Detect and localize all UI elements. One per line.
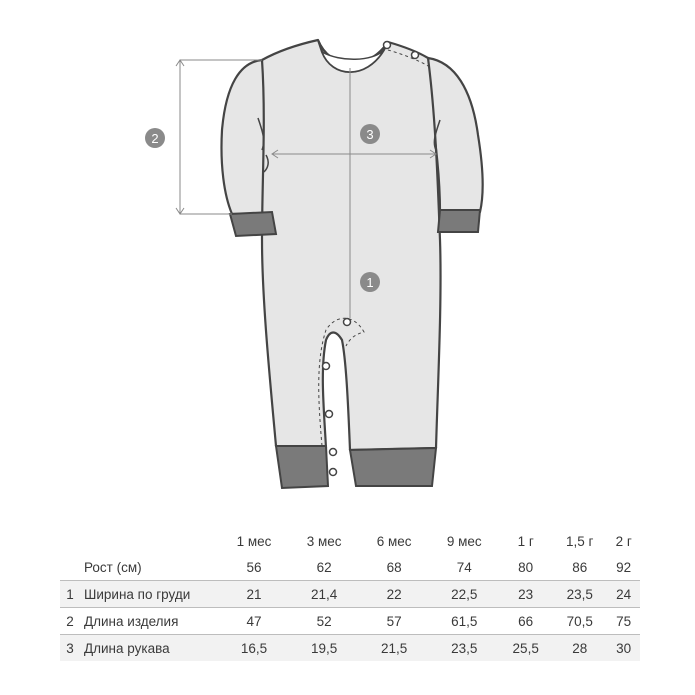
row-label: Рост (см)	[80, 554, 219, 581]
left-cuff	[230, 212, 276, 236]
table-cell: 74	[429, 554, 499, 581]
table-cell: 19,5	[289, 635, 359, 662]
snap-button	[330, 449, 337, 456]
row-index: 3	[60, 635, 80, 662]
table-cell: 68	[359, 554, 429, 581]
table-cell: 57	[359, 608, 429, 635]
romper-body	[262, 40, 441, 450]
size-header: 1 г	[517, 533, 534, 549]
right-cuff	[438, 210, 480, 232]
row-label: Длина изделия	[80, 608, 219, 635]
table-row	[60, 635, 640, 662]
size-header: 6 мес	[376, 533, 412, 549]
table-cell: 52	[289, 608, 359, 635]
marker-1-label: 1	[366, 275, 374, 290]
table-cell: 70,5	[552, 608, 607, 635]
row-index: 2	[60, 608, 80, 635]
table-cell: 28	[552, 635, 607, 662]
snap-button	[330, 469, 337, 476]
size-header: 2 г	[615, 533, 632, 549]
table-cell: 23	[499, 581, 552, 608]
marker-2-label: 2	[151, 131, 159, 146]
table-cell: 23,5	[552, 581, 607, 608]
table-cell: 21,5	[359, 635, 429, 662]
table-cell: 25,5	[499, 635, 552, 662]
table-cell: 23,5	[429, 635, 499, 662]
table-row	[60, 581, 640, 608]
snap-button	[323, 363, 330, 370]
snap-button	[344, 319, 351, 326]
header-spacer	[80, 528, 219, 554]
table-cell: 80	[499, 554, 552, 581]
table-row	[60, 554, 640, 581]
table-cell: 92	[607, 554, 640, 581]
size-header: 9 мес	[446, 533, 482, 549]
marker-3-label: 3	[366, 127, 374, 142]
table-cell: 61,5	[429, 608, 499, 635]
row-index: 1	[60, 581, 80, 608]
table-cell: 47	[219, 608, 289, 635]
table-cell: 86	[552, 554, 607, 581]
snap-button	[326, 411, 333, 418]
table-cell: 16,5	[219, 635, 289, 662]
table-cell: 22	[359, 581, 429, 608]
row-index	[60, 554, 80, 581]
table-cell: 22,5	[429, 581, 499, 608]
size-header: 1,5 г	[566, 533, 594, 549]
table-cell: 62	[289, 554, 359, 581]
table-cell: 24	[607, 581, 640, 608]
table-cell: 21,4	[289, 581, 359, 608]
table-cell: 21	[219, 581, 289, 608]
row-label: Длина рукава	[80, 635, 219, 662]
table-cell: 75	[607, 608, 640, 635]
table-cell: 30	[607, 635, 640, 662]
snap-button	[412, 52, 419, 59]
size-header: 1 мес	[236, 533, 272, 549]
size-header: 3 мес	[306, 533, 342, 549]
snap-button	[384, 42, 391, 49]
size-header-row	[60, 528, 640, 554]
table-cell: 56	[219, 554, 289, 581]
table-row	[60, 608, 640, 635]
header-spacer	[60, 528, 80, 554]
table-cell: 66	[499, 608, 552, 635]
right-leg-cuff	[350, 448, 436, 486]
left-leg-cuff	[276, 446, 328, 488]
row-label: Ширина по груди	[80, 581, 219, 608]
size-table	[60, 528, 640, 661]
